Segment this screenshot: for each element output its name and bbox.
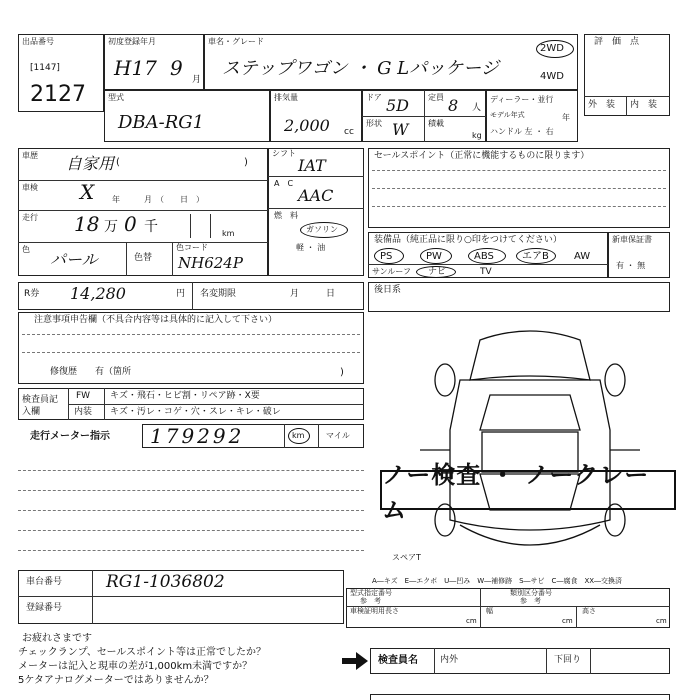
displacement-value: 2,000 (284, 116, 330, 135)
equipment-tv: TV (480, 267, 492, 277)
load-unit: kg (472, 131, 482, 140)
mileage-label: 走行 (22, 213, 38, 222)
car-hood (470, 331, 590, 380)
inspection-label: 車検 (22, 183, 38, 192)
reg-label: 初度登録年月 (108, 37, 156, 46)
lower-label: 下回り (554, 655, 582, 665)
odometer-label: 走行メーター指示 (30, 431, 110, 442)
inspector-row1-text: キズ・飛石・ヒビ割・リペア跡・X要 (110, 391, 260, 401)
car-windshield (480, 395, 580, 430)
size-class-label: 類別区分番号 (510, 589, 552, 597)
displacement-unit: cc (344, 127, 354, 137)
color-code-value: NH624P (178, 254, 243, 272)
reg-year: H17 (114, 56, 157, 80)
name-value: ステップワゴン ・ G Lパッケージ (222, 58, 499, 79)
inspector-row2-text: キズ・汚レ・コゲ・穴・スレ・キレ・破レ (110, 407, 281, 417)
odometer-mile: マイル (326, 431, 350, 440)
eval-label: 評 価 点 (594, 37, 640, 47)
chassis-value: RG1-1036802 (106, 572, 225, 592)
size-cert-label: 車検証明用長さ (350, 607, 399, 615)
name-label: 車名・グレード (208, 37, 264, 46)
fuel-options: 軽 ・ 油 (296, 243, 326, 252)
model-year-unit: 年 (562, 113, 570, 122)
sales-label: セールスポイント（正常に機能するものに限ります） (374, 151, 590, 161)
drive-2wd: 2WD (540, 43, 564, 54)
wheel-front-left (435, 364, 455, 396)
lot-sub: [1147] (30, 63, 60, 73)
spare-label: スペアT (392, 553, 421, 562)
warranty-label: 新車保証書 (612, 235, 652, 244)
type-label: 車歴 (22, 151, 38, 160)
exterior-label: 外 装 (588, 100, 616, 110)
shift-value: IAT (298, 156, 326, 175)
color-label: 色 (22, 245, 30, 254)
inner-label: 内外 (440, 655, 459, 665)
size-ref1: 参 考 (360, 597, 381, 605)
size-width-label: 幅 (486, 607, 493, 615)
model-value: DBA-RG1 (118, 112, 205, 133)
size-cm3: cm (656, 617, 667, 625)
recycle-value: 14,280 (70, 284, 126, 303)
type-paren-r: ) (244, 157, 248, 168)
owner-box (368, 282, 670, 312)
doors-value: 5D (386, 96, 410, 115)
reg-month-unit: 月 (192, 75, 202, 85)
chassis-reg-label: 登録番号 (26, 603, 63, 613)
bottom-edge-box (370, 694, 670, 700)
shift-label: シフト (272, 149, 296, 158)
model-year-label: モデル年式 (490, 111, 525, 119)
arrow-right-icon (342, 652, 368, 670)
equipment-airbag: エアB (522, 251, 549, 262)
equipment-pw: PW (426, 251, 442, 262)
warranty-options: 有 ・ 無 (616, 261, 646, 270)
model-label: 型式 (108, 93, 124, 102)
mileage-km: km (222, 229, 235, 238)
capacity-unit: 人 (472, 103, 482, 113)
size-cm2: cm (562, 617, 573, 625)
capacity-label: 定員 (428, 93, 444, 102)
notes-label: 注意事項申告欄（不具合内容等は具体的に記入して下さい） (34, 315, 278, 325)
inspector-row1-key: FW (76, 391, 91, 401)
footer-line3: メーターは記入と現車の差が1,000km未満ですか？ (18, 661, 253, 672)
inspection-value: X (80, 180, 95, 204)
lot-label: 出品番号 (22, 37, 54, 46)
size-model-label: 型式指定番号 (350, 589, 392, 597)
doors-label: ドア (366, 93, 382, 102)
expiry-label: 名変期限 (200, 289, 237, 299)
lot-number: 2127 (30, 82, 86, 107)
inspector-row2-key: 内装 (74, 407, 93, 417)
mileage-value-sen: 0 (124, 212, 137, 236)
mileage-man: 万 (104, 219, 118, 235)
type-value: 自家用 (66, 154, 115, 173)
dealer-label: ディーラー・並行 (490, 95, 554, 104)
shape-label: 形状 (366, 119, 382, 128)
fuel-label: 燃 料 (274, 211, 298, 220)
odometer-value: 179292 (150, 424, 245, 448)
recycle-label: R券 (24, 289, 40, 299)
handle-label: ハンドル 左 ・ 右 (490, 127, 554, 136)
equipment-abs: ABS (474, 251, 494, 262)
mileage-sen: 千 (144, 219, 158, 235)
expiry-units: 月 日 (290, 289, 336, 299)
equipment-ps: PS (380, 251, 393, 262)
odometer-km: km (292, 431, 305, 440)
size-cm1: cm (466, 617, 477, 625)
shape-value: W (392, 120, 409, 139)
owner-label: 後日系 (374, 285, 402, 295)
capacity-value: 8 (448, 96, 459, 115)
color-value: パール (50, 250, 98, 269)
equipment-sunroof: サンルーフ (372, 267, 411, 276)
footer-line2: チェックランプ、セールスポイント等は正常でしたか？ (18, 647, 266, 658)
equipment-navi: ナビ (428, 267, 447, 277)
size-height-label: 高さ (582, 607, 596, 615)
repair-label: 修復歴 有（箇所 (50, 367, 132, 377)
car-diagram (420, 320, 670, 570)
ac-value: AAC (298, 186, 334, 205)
displacement-label: 排気量 (274, 93, 298, 102)
inspector-label: 検査員名 (378, 655, 418, 666)
mileage-value-man: 18 (74, 212, 100, 236)
color-change-label: 色替 (134, 253, 153, 263)
repair-paren: ) (340, 367, 344, 378)
color-code-label: 色コード (176, 243, 208, 252)
drive-4wd: 4WD (540, 71, 564, 82)
equipment-aw: AW (574, 251, 591, 262)
wheel-front-right (605, 364, 625, 396)
interior-label: 内 装 (630, 100, 658, 110)
ac-label: A C (274, 179, 294, 188)
size-ref2: 参 考 (520, 597, 541, 605)
chassis-label: 車台番号 (26, 577, 63, 587)
stamp-text: ノー検査 ・ ノークレーム (382, 461, 650, 524)
footer-line4: 5ケタアナログメーターではありませんか？ (18, 675, 214, 686)
fuel-value: ガソリン (306, 225, 338, 234)
inspector-notes-label: 検査員記入欄 (22, 395, 59, 417)
equipment-label: 装備品（純正品に限り○印をつけてください） (374, 235, 562, 245)
car-rear (460, 525, 600, 545)
no-inspection-stamp (380, 461, 676, 524)
damage-legend: A―キズ E―エクボ U―凹み W―補修跡 S―サビ C―腐食 XX―交換済 (372, 577, 623, 585)
type-paren-l: ( (116, 157, 120, 168)
inspection-units: 年 月 （ 日 ） (112, 195, 204, 204)
load-label: 積載 (428, 119, 444, 128)
reg-month: 9 (170, 56, 183, 80)
recycle-unit: 円 (176, 289, 186, 299)
footer-line1: お疲れさまです (22, 633, 92, 644)
